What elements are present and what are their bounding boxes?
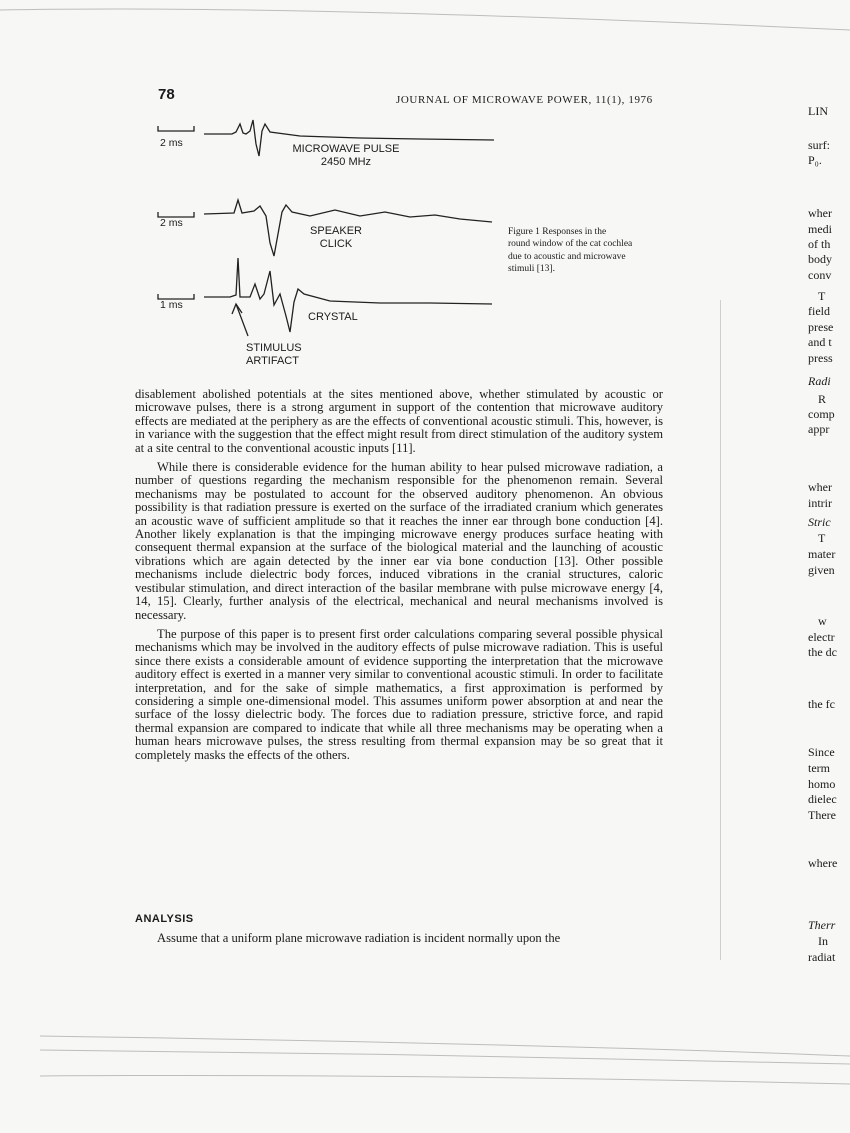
paragraph-1: disablement abolished potentials at the sites mentioned above, whether stimulated by acoustic or microwave pulses, there is a strong argument in support of the contention that microwave auditory effects are mediated at the periphery as are the effects of conventional acoustic stimuli. This, however, is in variance with the suggestion that the effect might result from direct stimulation of the auditory system at a site central to the conventional acoustic inputs [11].	[135, 387, 663, 455]
adjacent-column-fragment: There	[808, 808, 836, 822]
adjacent-column-fragment: surf:	[808, 138, 830, 152]
adjacent-column-fragment: wher	[808, 206, 832, 220]
adjacent-column-fragment: Stric	[808, 515, 831, 529]
trace-1-scale: 2 ms	[160, 137, 183, 149]
adjacent-column-fragment: LIN	[808, 104, 828, 118]
adjacent-column-fragment: field	[808, 304, 830, 318]
adjacent-column-fragment: term	[808, 761, 830, 775]
adjacent-column-fragment: P₀.	[808, 153, 822, 167]
adjacent-column-fragment: Radi	[808, 374, 831, 388]
adjacent-column-fragment: homo	[808, 777, 836, 791]
adjacent-column-fragment: the dc	[808, 645, 837, 659]
adjacent-column-fragment: and t	[808, 335, 832, 349]
trace-2-scale: 2 ms	[160, 217, 183, 229]
adjacent-column-fragment: press	[808, 351, 833, 365]
caption-line-2: round window of the cat cochlea	[508, 239, 633, 250]
adjacent-column-fragment: appr	[808, 422, 830, 436]
section-heading-analysis: ANALYSIS	[135, 913, 194, 925]
adjacent-column-fragment: dielec	[808, 792, 837, 806]
paragraph-2: While there is considerable evidence for the human ability to hear pulsed microwave radiation, a number of questions regarding the mechanism responsible for the phenomenon remain. Several mechanisms may be postulated to account for the observed auditory phenomenon. An obvious possibility is that radiation pressure is exerted on the surface of the irradiated cranium which generates an acoustic wave of sufficient amplitude so that it reaches the inner ear through bone conduction [4]. Another likely explanation is that the impinging microwave energy produces surface heating with consequent thermal expansion at the surface of the biological material and the launching of acoustic vibrations which are again detected by the inner ear via bone conduction [13]. Other possible mechanisms include dielectric body forces, induced vibrations in the cranial structures, caloric vestibular stimulation, and direct interaction of the basilar membrane with pulse microwave energy [4, 14, 15]. Clearly, further analysis of the electrical, mechanical and neural mechanisms involved is necessary.	[135, 460, 663, 622]
adjacent-column-fragment: medi	[808, 222, 832, 236]
annotation-line-1: STIMULUS	[246, 342, 302, 354]
adjacent-column-fragment: mater	[808, 547, 836, 561]
adjacent-column-fragment: conv	[808, 268, 832, 282]
trace-3-scale: 1 ms	[160, 299, 183, 311]
adjacent-column-fragment: w	[818, 614, 827, 628]
trace-1-label-line-2: 2450 MHz	[320, 156, 372, 168]
trace-1-label-line-1: MICROWAVE PULSE	[292, 143, 400, 155]
adjacent-column-fragment: radiat	[808, 950, 836, 964]
adjacent-column-fragment: the fc	[808, 697, 835, 711]
adjacent-column-fragment: wher	[808, 480, 832, 494]
caption-line-4: stimuli [13].	[508, 263, 555, 274]
adjacent-column-fragment: In	[818, 934, 828, 948]
caption-line-1: Figure 1 Responses in the	[508, 227, 607, 237]
annotation-line-2: ARTIFACT	[246, 355, 299, 367]
adjacent-column-fragment: Therr	[808, 918, 836, 932]
adjacent-column-fragment: T	[818, 289, 826, 303]
analysis-text: Assume that a uniform plane microwave radiation is incident normally upon the	[157, 931, 561, 945]
adjacent-column-fragment: of th	[808, 237, 831, 251]
trace-3-label-line-1: CRYSTAL	[308, 311, 358, 323]
adjacent-column-fragment: T	[818, 531, 826, 545]
adjacent-column-fragment: Since	[808, 745, 835, 759]
adjacent-column-fragment: where	[808, 856, 838, 870]
trace-2-label-line-2: CLICK	[319, 238, 353, 250]
adjacent-column-fragment: electr	[808, 630, 835, 644]
caption-line-3: due to acoustic and microwave	[508, 251, 626, 262]
adjacent-column-fragment: comp	[808, 407, 835, 421]
paragraph-3: The purpose of this paper is to present first order calculations comparing several possible physical mechanisms which may be involved in the auditory effects of pulse microwave radiation. This is useful since there exists a considerable amount of evidence supporting the interpretation that the microwave auditory effect is exerted in a manner very similar to conventional acoustic stimuli. In order to facilitate interpretation, and for the sake of simple mathematics, a first approximation is performed by considering a simple one-dimensional model. This assumes uniform power absorption at and near the surface of the lossy dielectric body. The forces due to radiation pressure, strictive force, and rapid thermal expansion are compared to indicate that while all three mechanisms may be operating when a human hears microwave pulses, the stress resulting from thermal expansion may be so great that it completely masks the effects of the others.	[135, 626, 663, 762]
adjacent-column-fragment: body	[808, 252, 832, 266]
running-head: JOURNAL OF MICROWAVE POWER, 11(1), 1976	[396, 94, 653, 106]
adjacent-column-fragment: R	[818, 392, 827, 406]
trace-2-label-line-1: SPEAKER	[310, 225, 362, 237]
page-number: 78	[158, 86, 175, 103]
adjacent-column-fragment: intrir	[808, 496, 832, 510]
adjacent-column-fragment: prese	[808, 320, 834, 334]
adjacent-column-fragment: given	[808, 563, 835, 577]
